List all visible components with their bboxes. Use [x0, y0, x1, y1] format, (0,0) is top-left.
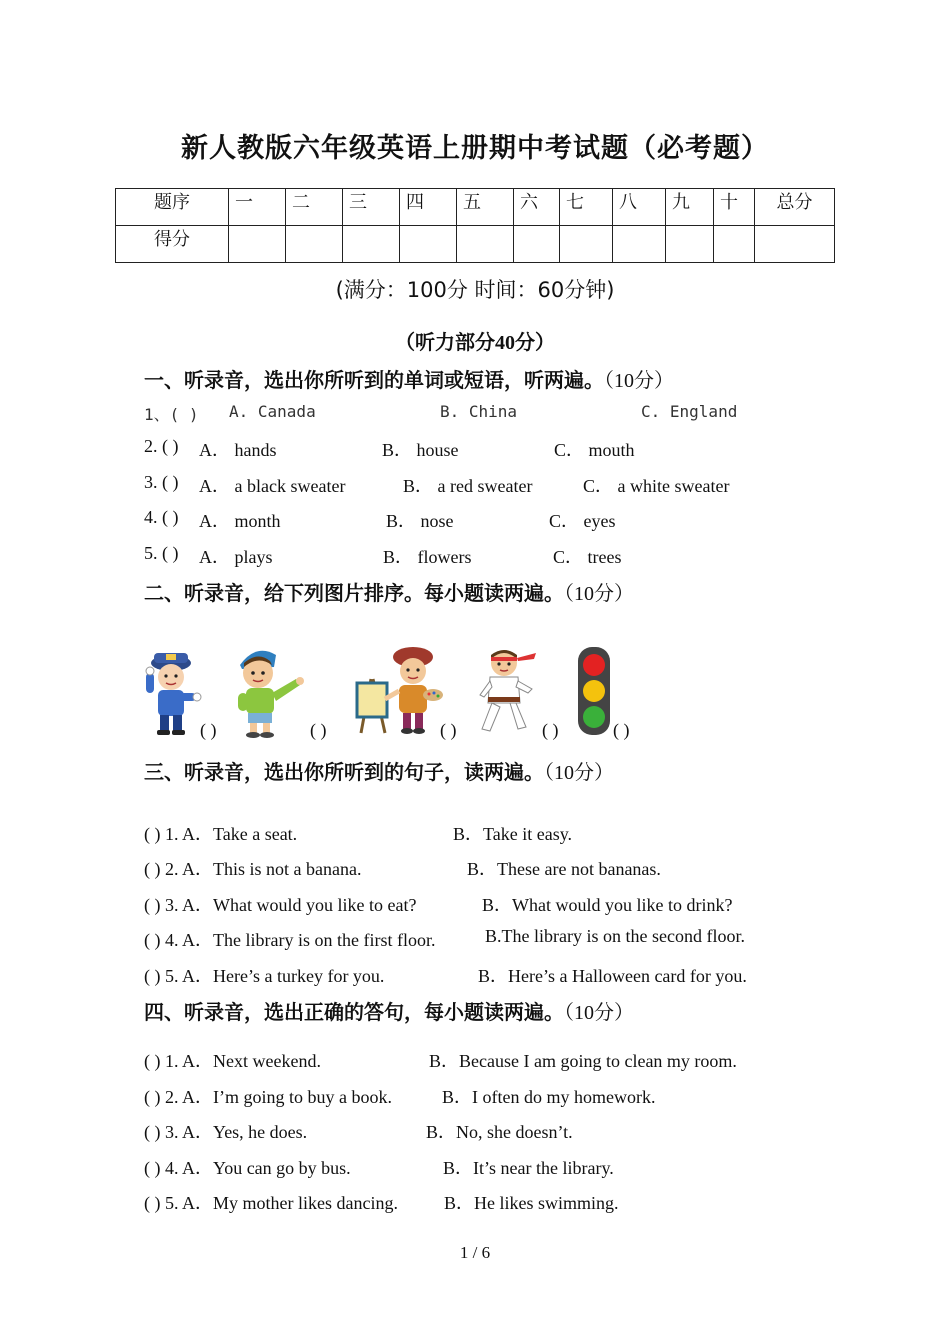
- s4-item-5-option-b: B．He likes swimming.: [444, 1193, 619, 1213]
- s3-item-2-option-b: B．These are not bananas.: [467, 859, 661, 879]
- score-cell[interactable]: [457, 226, 514, 263]
- score-header-cell: 二: [286, 189, 343, 226]
- q5-option-c: C． trees: [553, 547, 622, 567]
- score-header-cell: 十: [714, 189, 755, 226]
- q3-number: 3. ( ): [144, 472, 179, 492]
- score-header-cell: 一: [229, 189, 286, 226]
- score-header-cell: 三: [343, 189, 400, 226]
- s4-item-5-option-a: ( ) 5. A．My mother likes dancing.: [144, 1193, 398, 1213]
- picture-3-blank[interactable]: ( ): [440, 720, 457, 740]
- score-row-label: 得分: [116, 226, 229, 263]
- q2-option-c: C． mouth: [554, 440, 635, 460]
- s3-item-2-option-a: ( ) 2. A．This is not a banana.: [144, 859, 362, 879]
- police-officer-picture: [140, 645, 202, 737]
- score-table-score-row: [116, 226, 835, 263]
- score-cell[interactable]: [560, 226, 613, 263]
- score-cell[interactable]: [714, 226, 755, 263]
- score-cell[interactable]: [286, 226, 343, 263]
- score-header-cell: 四: [400, 189, 457, 226]
- q4-option-b: B． nose: [386, 511, 454, 531]
- score-cell[interactable]: [514, 226, 560, 263]
- score-cell[interactable]: [613, 226, 666, 263]
- painter-picture: [355, 643, 443, 737]
- section3-heading: 三、听录音，选出你所听到的句子，读两遍。（10分）: [144, 760, 614, 784]
- q1-option-b: B. China: [440, 402, 518, 421]
- picture-2-blank[interactable]: ( ): [310, 720, 327, 740]
- q1-option-a: A. Canada: [229, 402, 316, 421]
- picture-5-blank[interactable]: ( ): [613, 720, 630, 740]
- karate-boy-picture: [472, 645, 542, 737]
- boy-picture: [230, 643, 308, 739]
- score-header-cell: 六: [514, 189, 560, 226]
- s3-item-1-option-b: B．Take it easy.: [453, 824, 573, 844]
- s3-item-3-option-b: B．What would you like to drink?: [482, 895, 733, 915]
- q5-option-b: B． flowers: [383, 547, 472, 567]
- score-cell[interactable]: [343, 226, 400, 263]
- q1-option-c: C. England: [641, 402, 738, 421]
- score-cell[interactable]: [229, 226, 286, 263]
- s4-item-4-option-b: B．It’s near the library.: [443, 1158, 614, 1178]
- score-cell[interactable]: [666, 226, 714, 263]
- score-table: [115, 188, 835, 263]
- page-number: 1 / 6: [459, 1243, 491, 1262]
- s3-item-4-option-a: ( ) 4. A．The library is on the first floor.: [144, 930, 436, 950]
- score-header-cell: 总分: [755, 189, 835, 226]
- s3-item-3-option-a: ( ) 3. A．What would you like to eat?: [144, 895, 417, 915]
- picture-4-blank[interactable]: ( ): [542, 720, 559, 740]
- s3-item-5-option-b: B．Here’s a Halloween card for you.: [478, 966, 747, 986]
- score-cell[interactable]: [400, 226, 457, 263]
- score-table-header-row: [116, 189, 835, 226]
- q1-number: 1、( ): [144, 405, 199, 424]
- q2-option-a: A． hands: [199, 440, 277, 460]
- s4-item-2-option-a: ( ) 2. A．I’m going to buy a book.: [144, 1087, 392, 1107]
- section4-heading: 四、听录音，选出正确的答句，每小题读两遍。（10分）: [144, 1000, 634, 1024]
- traffic-light-picture: [576, 645, 612, 737]
- s4-item-2-option-b: B．I often do my homework.: [442, 1087, 656, 1107]
- s4-item-1-option-b: B．Because I am going to clean my room.: [429, 1051, 737, 1071]
- score-header-cell: 五: [457, 189, 514, 226]
- q3-option-b: B． a red sweater: [403, 476, 533, 496]
- q2-option-b: B． house: [382, 440, 459, 460]
- q4-option-c: C． eyes: [549, 511, 616, 531]
- page-title: 新人教版六年级英语上册期中考试题（必考题）: [181, 133, 769, 164]
- score-header-cell: 九: [666, 189, 714, 226]
- listening-note: （听力部分40分）: [395, 332, 555, 354]
- s3-item-4-option-b: B.The library is on the second floor.: [485, 926, 745, 946]
- q3-option-c: C． a white sweater: [583, 476, 730, 496]
- score-cell[interactable]: [755, 226, 835, 263]
- s4-item-3-option-b: B．No, she doesn’t.: [426, 1122, 573, 1142]
- section2-heading: 二、听录音，给下列图片排序。每小题读两遍。（10分）: [144, 581, 634, 605]
- score-header-cell: 题序: [116, 189, 229, 226]
- exam-info: (满分：100分 时间：60分钟): [335, 278, 615, 302]
- s4-item-3-option-a: ( ) 3. A．Yes, he does.: [144, 1122, 308, 1142]
- q3-option-a: A． a black sweater: [199, 476, 346, 496]
- q5-number: 5. ( ): [144, 543, 179, 563]
- score-header-cell: 七: [560, 189, 613, 226]
- q5-option-a: A． plays: [199, 547, 273, 567]
- s3-item-1-option-a: ( ) 1. A．Take a seat.: [144, 824, 298, 844]
- q4-option-a: A． month: [199, 511, 281, 531]
- s4-item-4-option-a: ( ) 4. A．You can go by bus.: [144, 1158, 351, 1178]
- q2-number: 2. ( ): [144, 436, 179, 456]
- q4-number: 4. ( ): [144, 507, 179, 527]
- score-header-cell: 八: [613, 189, 666, 226]
- s3-item-5-option-a: ( ) 5. A．Here’s a turkey for you.: [144, 966, 385, 986]
- section1-heading: 一、听录音，选出你所听到的单词或短语，听两遍。（10分）: [144, 368, 674, 392]
- picture-1-blank[interactable]: ( ): [200, 720, 217, 740]
- s4-item-1-option-a: ( ) 1. A．Next weekend.: [144, 1051, 321, 1071]
